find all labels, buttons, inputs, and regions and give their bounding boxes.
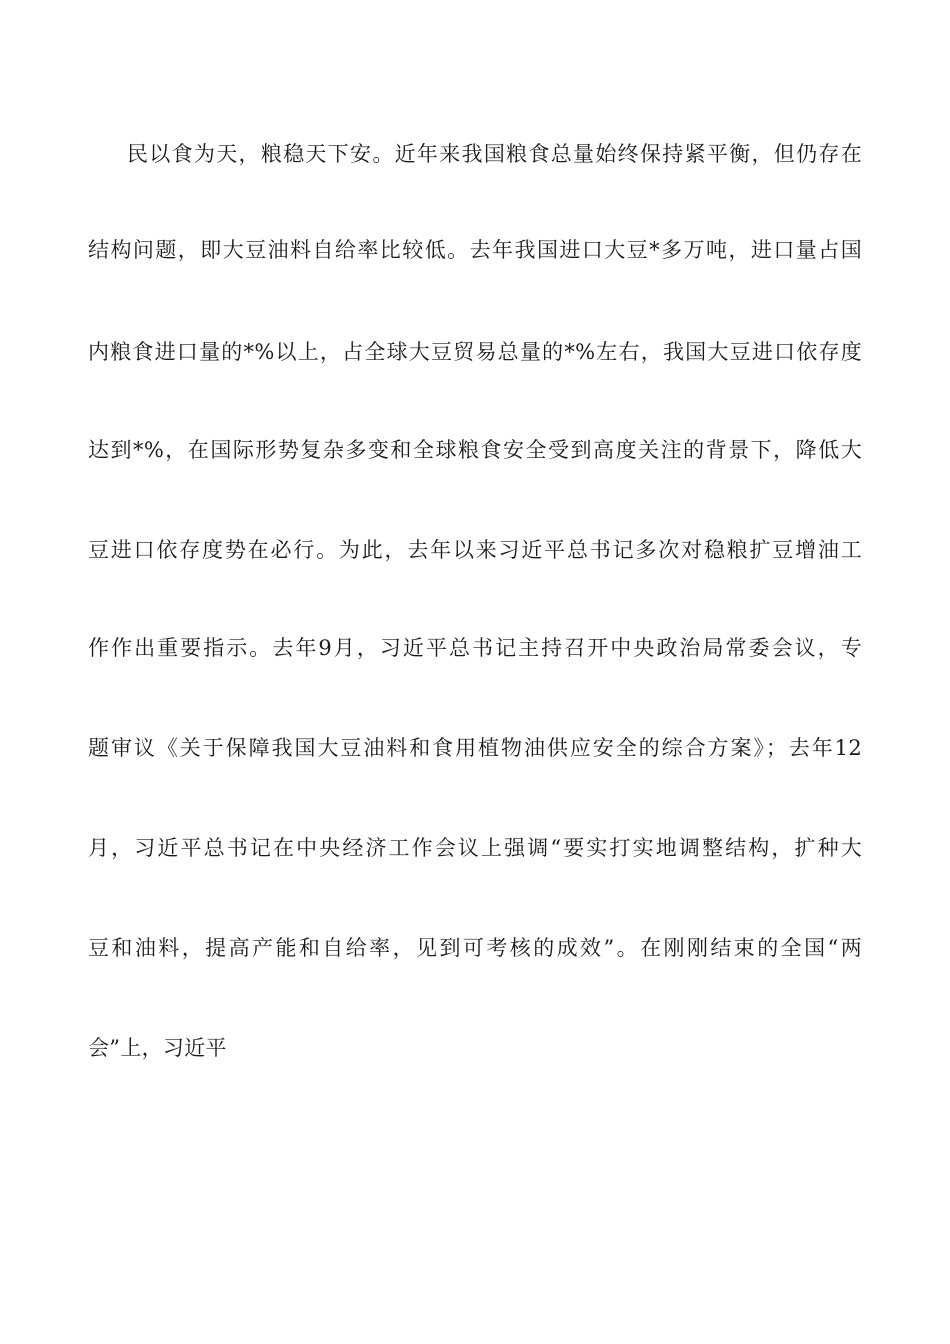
paragraph-line-6: 作作出重要指示。去年9月，习近平总书记主持召开中央政治局常委会议，专 (88, 636, 862, 660)
paragraph-line-1: 民以食为天，粮稳天下安。近年来我国粮食总量始终保持紧平衡，但仍存在 (127, 142, 862, 166)
paragraph-line-7: 题审议《关于保障我国大豆油料和食用植物油供应安全的综合方案》；去年12 (88, 736, 862, 760)
paragraph-line-2: 结构问题，即大豆油料自给率比较低。去年我国进口大豆*多万吨，进口量占国 (88, 238, 862, 262)
paragraph-line-8: 月，习近平总书记在中央经济工作会议上强调“要实打实地调整结构，扩种大 (88, 836, 862, 860)
paragraph-line-9: 豆和油料，提高产能和自给率，见到可考核的成效”。在刚刚结束的全国“两 (88, 936, 862, 960)
paragraph-line-4: 达到*%，在国际形势复杂多变和全球粮食安全受到高度关注的背景下，降低大 (88, 438, 862, 462)
paragraph-line-3: 内粮食进口量的*%以上，占全球大豆贸易总量的*%左右，我国大豆进口依存度 (88, 340, 862, 364)
paragraph-line-5: 豆进口依存度势在必行。为此，去年以来习近平总书记多次对稳粮扩豆增油工 (88, 538, 862, 562)
paragraph-line-10: 会”上，习近平 (88, 1036, 227, 1060)
